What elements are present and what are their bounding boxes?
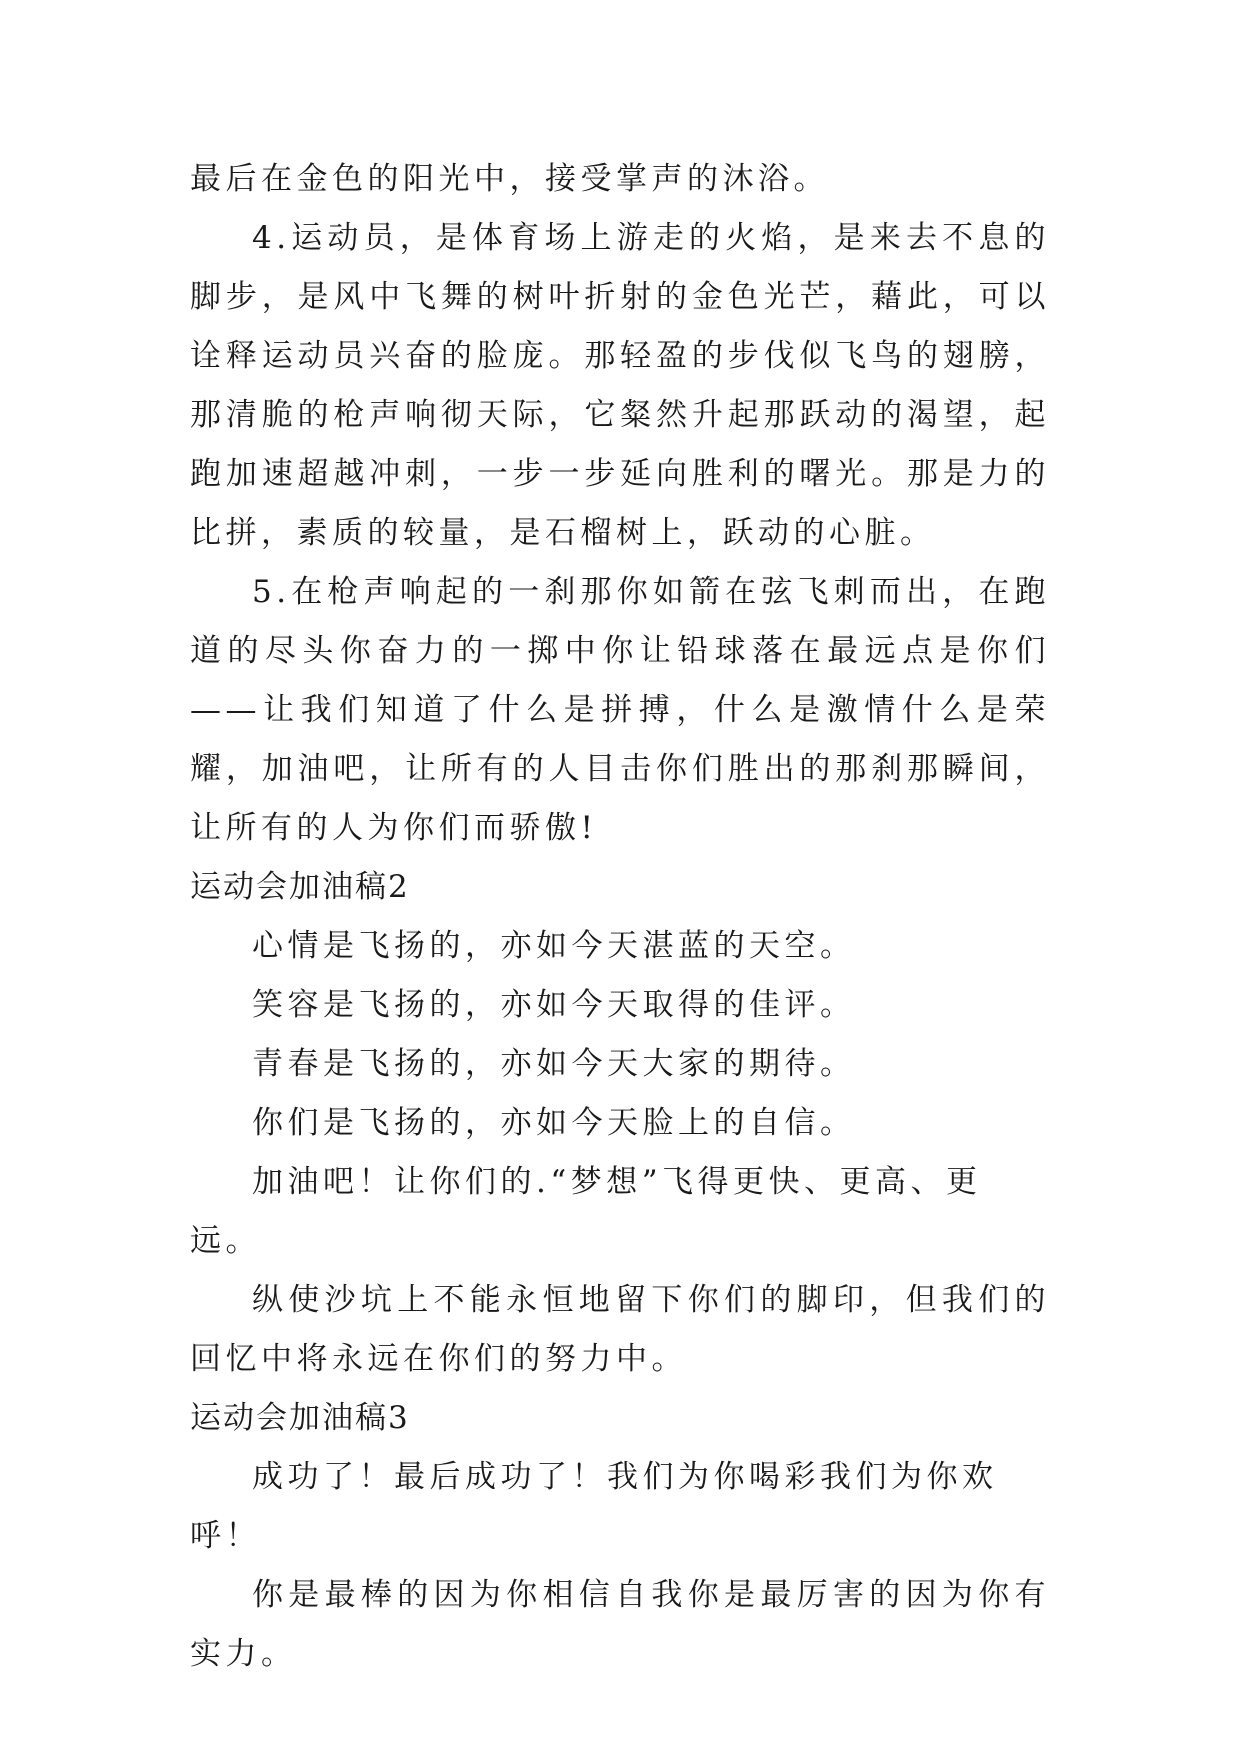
paragraph: 纵使沙坑上不能永恒地留下你们的脚印，但我们的回忆中将永远在你们的努力中。	[190, 1282, 1050, 1377]
paragraph: 心情是飞扬的，亦如今天湛蓝的天空。	[252, 928, 856, 964]
paragraph-item-4: 4.运动员，是体育场上游走的火焰，是来去不息的脚步，是风中飞舞的树叶折射的金色光芒，藉此，可以诠释运动员兴奋的脸庞。那轻盈的步伐似飞鸟的翅膀，那清脆的枪声响彻天际，它粲然升起那跃动的渴望，起跑加速超越冲刺，一步一步延向胜利的曙光。那是力的比拼，素质的较量，是石榴树上，跃动的心脏。	[190, 220, 1050, 551]
paragraph-continuation: 最后在金色的阳光中，接受掌声的沐浴。	[190, 161, 829, 197]
section-heading-2: 运动会加油稿2	[190, 869, 410, 905]
paragraph: 你们是飞扬的，亦如今天脸上的自信。	[252, 1105, 856, 1141]
paragraph: 青春是飞扬的，亦如今天大家的期待。	[252, 1046, 856, 1082]
document-body	[190, 150, 1050, 1684]
paragraph-item-5: 5.在枪声响起的一刹那你如箭在弦飞刺而出，在跑道的尽头你奋力的一掷中你让铅球落在最远点是你们——让我们知道了什么是拼搏，什么是激情什么是荣耀，加油吧，让所有的人目击你们胜出的那刹那瞬间，让所有的人为你们而骄傲!	[190, 574, 1050, 846]
paragraph: 笑容是飞扬的，亦如今天取得的佳评。	[252, 987, 856, 1023]
paragraph: 成功了！最后成功了！我们为你喝彩我们为你欢呼！	[190, 1459, 998, 1554]
section-heading-3: 运动会加油稿3	[190, 1400, 410, 1436]
paragraph: 你是最棒的因为你相信自我你是最厉害的因为你有实力。	[190, 1577, 1050, 1672]
paragraph: 加油吧！让你们的.“梦想”飞得更快、更高、更远。	[190, 1164, 982, 1259]
